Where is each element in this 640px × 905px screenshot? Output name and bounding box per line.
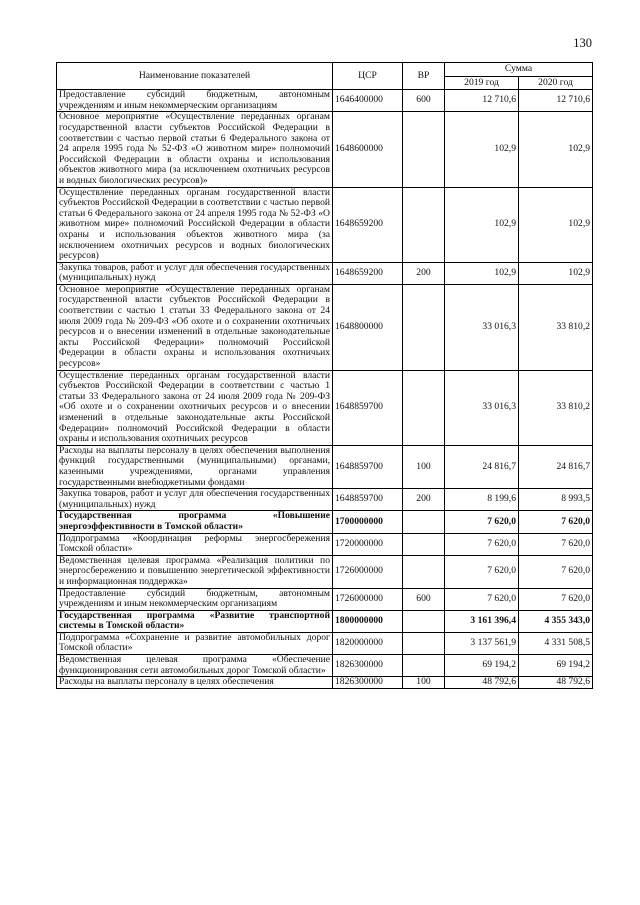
table-row xyxy=(57,445,593,488)
table-row xyxy=(57,677,593,689)
row-vr xyxy=(403,533,445,555)
row-csr: 1648859700 xyxy=(333,445,403,488)
header-sum: Сумма xyxy=(445,63,593,77)
row-value-2019: 102,9 xyxy=(445,262,519,284)
row-csr: 1800000000 xyxy=(333,610,403,632)
row-name: Предоставление субсидий бюджетным, автономным учреждениям и иным некоммерческим организациям xyxy=(57,588,333,610)
row-csr: 1720000000 xyxy=(333,533,403,555)
row-csr: 1726000000 xyxy=(333,588,403,610)
row-vr xyxy=(403,511,445,533)
table-row xyxy=(57,284,593,370)
table-row xyxy=(57,588,593,610)
row-vr xyxy=(403,632,445,654)
row-csr: 1646400000 xyxy=(333,90,403,112)
row-name: Основное мероприятие «Осуществление переданных органам государственной власти субъектов Российской Федерации в соответствии с частью 1 статьи 33 Федерального закона от 24 июля 2009 года № 209-ФЗ «Об охоте и о сохранении охотничьих ресурсов и о внесении изменений в отдельные законодательные акты Российской Федерации» полномочий Российской Федерации в области охраны и использования охотничьих ресурсов» xyxy=(57,284,333,370)
header-year-2019: 2019 год xyxy=(445,76,519,90)
row-csr: 1648600000 xyxy=(333,112,403,187)
row-value-2020: 33 810,2 xyxy=(519,284,593,370)
row-value-2019: 24 816,7 xyxy=(445,445,519,488)
table-body xyxy=(57,90,593,689)
row-value-2019: 12 710,6 xyxy=(445,90,519,112)
page-number: 130 xyxy=(573,36,592,50)
row-csr: 1726000000 xyxy=(333,555,403,588)
header-csr: ЦСР xyxy=(333,63,403,90)
row-csr: 1820000000 xyxy=(333,632,403,654)
row-value-2020: 4 355 343,0 xyxy=(519,610,593,632)
row-value-2019: 3 161 396,4 xyxy=(445,610,519,632)
row-value-2019: 69 194,2 xyxy=(445,655,519,677)
header-name: Наименование показателей xyxy=(57,63,333,90)
table-row xyxy=(57,632,593,654)
row-value-2020: 102,9 xyxy=(519,187,593,262)
row-csr: 1648859700 xyxy=(333,489,403,511)
row-value-2019: 102,9 xyxy=(445,112,519,187)
row-value-2019: 3 137 561,9 xyxy=(445,632,519,654)
row-value-2019: 33 016,3 xyxy=(445,284,519,370)
row-csr: 1648659200 xyxy=(333,262,403,284)
row-name: Закупка товаров, работ и услуг для обеспечения государственных (муниципальных) нужд xyxy=(57,489,333,511)
table-row xyxy=(57,610,593,632)
row-csr: 1826300000 xyxy=(333,655,403,677)
row-name: Ведомственная целевая программа «Обеспечение функционирования сети автомобильных дорог Томской области» xyxy=(57,655,333,677)
row-value-2019: 7 620,0 xyxy=(445,588,519,610)
row-value-2019: 102,9 xyxy=(445,187,519,262)
row-value-2020: 69 194,2 xyxy=(519,655,593,677)
row-value-2020: 7 620,0 xyxy=(519,555,593,588)
row-vr xyxy=(403,555,445,588)
row-value-2020: 7 620,0 xyxy=(519,533,593,555)
row-value-2019: 33 016,3 xyxy=(445,370,519,445)
row-name: Основное мероприятие «Осуществление переданных органам государственной власти субъектов Российской Федерации в соответствии с частью первой статьи 6 Федерального закона от 24 апреля 1995 года № 52-ФЗ «О животном мире» полномочий Российской Федерации в области охраны и использования объектов животного мира (за исключением охотничьих ресурсов и водных биологических ресурсов)» xyxy=(57,112,333,187)
row-vr xyxy=(403,370,445,445)
row-csr: 1648800000 xyxy=(333,284,403,370)
row-csr: 1700000000 xyxy=(333,511,403,533)
table-row xyxy=(57,555,593,588)
row-vr xyxy=(403,187,445,262)
row-vr: 200 xyxy=(403,489,445,511)
row-value-2019: 7 620,0 xyxy=(445,533,519,555)
row-name: Ведомственная целевая программа «Реализация политики по энергосбережению и повышению энергетической эффективности и информационная поддержка» xyxy=(57,555,333,588)
budget-table xyxy=(56,62,593,689)
row-vr xyxy=(403,284,445,370)
row-csr: 1648659200 xyxy=(333,187,403,262)
row-vr: 200 xyxy=(403,262,445,284)
row-name: Осуществление переданных органам государственной власти субъектов Российской Федерации в соответствии с частью первой статьи 6 Федерального закона от 24 апреля 1995 года № 52-ФЗ «О животном мире» полномочий Российской Федерации в области охраны и использования объектов животного мира (за исключением охотничьих ресурсов и водных биологических ресурсов) xyxy=(57,187,333,262)
table-row xyxy=(57,262,593,284)
row-value-2020: 102,9 xyxy=(519,112,593,187)
row-value-2020: 33 810,2 xyxy=(519,370,593,445)
row-name: Государственная программа «Развитие транспортной системы в Томской области» xyxy=(57,610,333,632)
row-name: Подпрограмма «Координация реформы энергосбережения Томской области» xyxy=(57,533,333,555)
row-vr: 600 xyxy=(403,588,445,610)
table-row xyxy=(57,187,593,262)
table-row xyxy=(57,489,593,511)
row-name: Расходы на выплаты персоналу в целях обеспечения xyxy=(57,677,333,689)
row-name: Осуществление переданных органам государственной власти субъектов Российской Федерации в соответствии с частью 1 статьи 33 Федерального закона от 24 июля 2009 года № 209-ФЗ «Об охоте и о сохранении охотничьих ресурсов и о внесении изменений в отдельные законодательные акты Российской Федерации» полномочий Российской Федерации в области охраны и использования охотничьих ресурсов xyxy=(57,370,333,445)
row-name: Государственная программа «Повышение энергоэффективности в Томской области» xyxy=(57,511,333,533)
row-value-2020: 24 816,7 xyxy=(519,445,593,488)
row-value-2020: 8 993,5 xyxy=(519,489,593,511)
row-csr: 1648859700 xyxy=(333,370,403,445)
row-name: Расходы на выплаты персоналу в целях обеспечения выполнения функций государственными (муниципальными) органами, казенными учреждениями, органами управления государственными внебюджетными фондами xyxy=(57,445,333,488)
header-year-2020: 2020 год xyxy=(519,76,593,90)
table-row xyxy=(57,655,593,677)
row-value-2019: 48 792,6 xyxy=(445,677,519,689)
row-vr xyxy=(403,655,445,677)
row-value-2019: 7 620,0 xyxy=(445,555,519,588)
row-name: Закупка товаров, работ и услуг для обеспечения государственных (муниципальных) нужд xyxy=(57,262,333,284)
row-value-2019: 7 620,0 xyxy=(445,511,519,533)
row-vr: 600 xyxy=(403,90,445,112)
row-value-2020: 102,9 xyxy=(519,262,593,284)
row-name: Предоставление субсидий бюджетным, автономным учреждениям и иным некоммерческим организациям xyxy=(57,90,333,112)
row-csr: 1826300000 xyxy=(333,677,403,689)
row-vr: 100 xyxy=(403,677,445,689)
table-row xyxy=(57,370,593,445)
row-value-2020: 48 792,6 xyxy=(519,677,593,689)
row-value-2020: 12 710,6 xyxy=(519,90,593,112)
row-value-2020: 4 331 508,5 xyxy=(519,632,593,654)
row-vr xyxy=(403,112,445,187)
row-value-2020: 7 620,0 xyxy=(519,511,593,533)
table-row xyxy=(57,90,593,112)
row-vr xyxy=(403,610,445,632)
row-name: Подпрограмма «Сохранение и развитие автомобильных дорог Томской области» xyxy=(57,632,333,654)
row-vr: 100 xyxy=(403,445,445,488)
table-row xyxy=(57,533,593,555)
header-vr: ВР xyxy=(403,63,445,90)
row-value-2020: 7 620,0 xyxy=(519,588,593,610)
table-row xyxy=(57,112,593,187)
table-row xyxy=(57,511,593,533)
row-value-2019: 8 199,6 xyxy=(445,489,519,511)
table-header xyxy=(57,63,593,90)
